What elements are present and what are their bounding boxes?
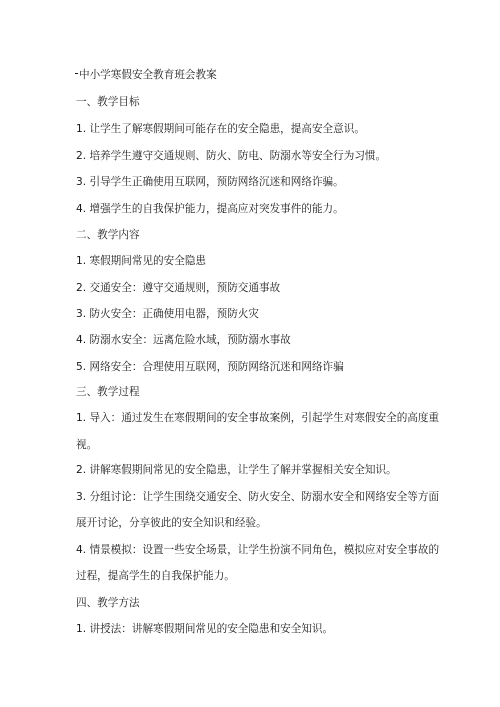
process-item-2: 2. 讲解寒假期间常见的安全隐患，让学生了解并掌握相关安全知识。 [76, 464, 397, 476]
objective-item-1: 1. 让学生了解寒假期间可能存在的安全隐患，提高安全意识。 [76, 123, 365, 135]
objective-item-3: 3. 引导学生正确使用互联网，预防网络沉迷和网络诈骗。 [76, 176, 344, 188]
section-heading-objectives: 一、教学目标 [76, 96, 140, 108]
method-item-1: 1. 讲授法：讲解寒假期间常见的安全隐患和安全知识。 [76, 623, 334, 635]
document-title [75, 68, 435, 82]
section-heading-methods: 四、教学方法 [76, 597, 140, 609]
content-item-5: 5. 网络安全：合理使用互联网，预防网络沉迷和网络诈骗 [76, 361, 344, 373]
content-item-4: 4. 防溺水安全：远离危险水域，预防溺水事故 [76, 334, 291, 346]
process-item-4-line-1: 4. 情景模拟：设置一些安全场景，让学生扮演不同角色，模拟应对安全事故的 [76, 544, 440, 556]
title-mark [75, 73, 78, 74]
process-item-3-line-1: 3. 分组讨论：让学生围绕交通安全、防火安全、防溺水安全和网络安全等方面 [76, 491, 440, 503]
content-item-1: 1. 寒假期间常见的安全隐患 [76, 255, 207, 267]
section-heading-content: 二、教学内容 [76, 229, 140, 241]
process-item-1-line-2: 视。 [76, 439, 98, 451]
objective-item-4: 4. 增强学生的自我保护能力，提高应对突发事件的能力。 [76, 203, 344, 215]
process-item-1-line-1: 1. 导入：通过发生在寒假期间的安全事故案例，引起学生对寒假安全的高度重 [76, 412, 440, 424]
process-item-4-line-2: 过程，提高学生的自我保护能力。 [76, 570, 235, 582]
document-title-text: 中小学寒假安全教育班会教案 [79, 69, 217, 81]
content-item-3: 3. 防火安全：正确使用电器，预防火灾 [76, 308, 259, 320]
objective-item-2: 2. 培养学生遵守交通规则、防火、防电、防溺水等安全行为习惯。 [76, 150, 387, 162]
section-heading-process: 三、教学过程 [76, 386, 140, 398]
content-item-2: 2. 交通安全：遵守交通规则，预防交通事故 [76, 282, 281, 294]
process-item-3-line-2: 展开讨论，分享彼此的安全知识和经验。 [76, 517, 267, 529]
